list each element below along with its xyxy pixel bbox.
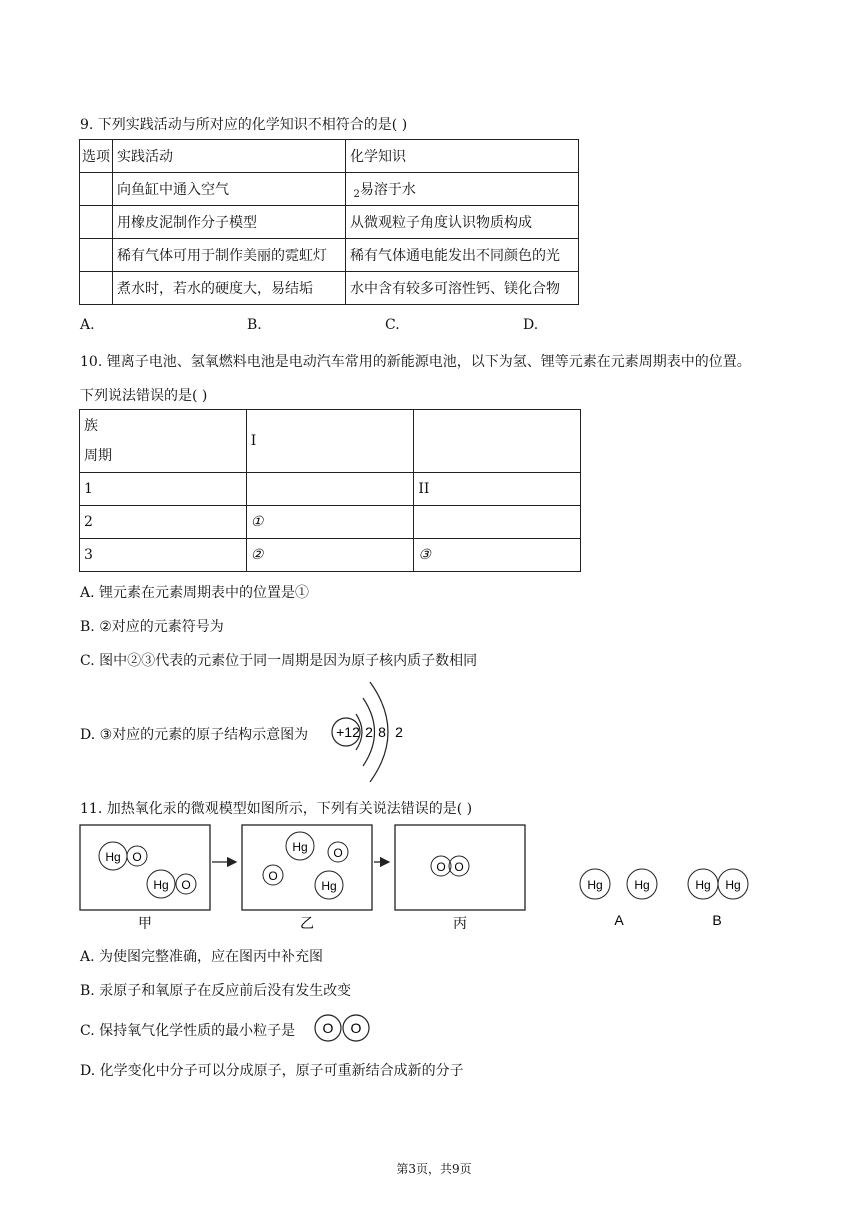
q11-option-b: B. 汞原子和氧原子在反应前后没有发生改变 — [80, 983, 352, 999]
q10-period: 3 — [80, 539, 247, 572]
table-row — [80, 473, 581, 506]
q9-row-activity: 用橡皮泥制作分子模型 — [113, 206, 346, 239]
o-label: O — [436, 860, 446, 874]
q9-row-option — [80, 239, 113, 272]
box-yi — [242, 825, 372, 910]
hg-label: Hg — [105, 850, 121, 864]
hg-label: Hg — [292, 840, 308, 854]
q9-row-knowledge: 稀有气体通电能发出不同颜色的光 — [346, 239, 579, 272]
q10-option-a: A. 锂元素在元素周期表中的位置是① — [80, 585, 310, 601]
q9-header-option: 选项 — [80, 140, 113, 173]
table-row — [80, 206, 579, 239]
q10-option-c: C. 图中②③代表的元素位于同一周期是因为原子核内质子数相同 — [80, 653, 478, 669]
q11-option-a: A. 为使图完整准确，应在图丙中补充图 — [80, 949, 324, 965]
q9-row-activity: 向鱼缸中通入空气 — [113, 173, 346, 206]
table-row — [80, 272, 579, 305]
hg-label: Hg — [725, 878, 741, 892]
q9-row-option — [80, 173, 113, 206]
q10-header-zhouqi: 周期 — [84, 448, 112, 464]
box-jia — [80, 825, 210, 910]
q10-cell: ③ — [414, 539, 581, 572]
q10-period: 1 — [80, 473, 247, 506]
o-label: O — [333, 846, 343, 860]
o-label: O — [181, 878, 191, 892]
table-row — [80, 506, 581, 539]
table-row — [80, 539, 581, 572]
nucleus-charge: +12 — [336, 724, 360, 740]
q9-header-activity: 实践活动 — [113, 140, 346, 173]
q10-stem: 10. 锂离子电池、氢氧燃料电池是电动汽车常用的新能源电池，以下为氢、锂等元素在元素周期表中的位置。 — [80, 354, 751, 370]
q10-cell: ① — [246, 506, 414, 539]
o-label: O — [454, 860, 464, 874]
shell-electrons-1: 2 — [365, 724, 373, 740]
q10-option-d: D. ③对应的元素的原子结构示意图为 — [80, 727, 309, 743]
hg-label: Hg — [634, 878, 650, 892]
table-row — [80, 173, 579, 206]
q9-row-option — [80, 272, 113, 305]
q11-stem: 11. 加热氧化汞的微观模型如图所示，下列有关说法错误的是( ) — [80, 801, 473, 817]
mercury-oxide-model-figure — [70, 818, 770, 933]
q10-periodic-table — [79, 409, 581, 572]
q9-header-row — [80, 140, 579, 173]
hg-label: Hg — [587, 878, 603, 892]
oxygen-molecule-icon — [312, 1012, 374, 1044]
q10-header-zu: 族 — [84, 418, 98, 434]
shell-electrons-3: 2 — [395, 724, 403, 740]
hg-label: Hg — [321, 879, 337, 893]
q9-row-activity: 稀有气体可用于制作美丽的霓虹灯 — [113, 239, 346, 272]
label-a: A — [614, 912, 624, 928]
q9-row-knowledge — [346, 173, 579, 206]
q10-cell: ② — [246, 539, 414, 572]
q10-option-b: B. ②对应的元素符号为 — [80, 619, 224, 635]
q9-row-activity: 煮水时，若水的硬度大，易结垢 — [113, 272, 346, 305]
table-row — [80, 239, 579, 272]
q10-cell: II — [414, 473, 581, 506]
label-b: B — [712, 912, 722, 928]
q9-stem: 9. 下列实践活动与所对应的化学知识不相符合的是( ) — [80, 117, 408, 133]
o-label: O — [132, 850, 142, 864]
label-yi: 乙 — [300, 915, 314, 931]
label-jia: 甲 — [138, 915, 152, 931]
q10-stem-2: 下列说法错误的是( ) — [80, 388, 208, 404]
hg-label: Hg — [695, 878, 711, 892]
hg-label: Hg — [153, 878, 169, 892]
q9-table — [79, 139, 579, 305]
o-label: O — [350, 1020, 362, 1036]
q9-row-knowledge: 从微观粒子角度认识物质构成 — [346, 206, 579, 239]
atom-structure-diagram — [326, 678, 416, 786]
q9-option-a: A. — [80, 317, 95, 333]
q9-option-b: B. — [247, 317, 262, 333]
q9-option-d: D. — [523, 317, 539, 333]
q10-header-row — [80, 410, 581, 473]
q9-row-option — [80, 206, 113, 239]
q10-header-group-i: I — [246, 410, 414, 473]
q9-option-c: C. — [385, 317, 400, 333]
q9-row-knowledge: 水中含有较多可溶性钙、镁化合物 — [346, 272, 579, 305]
label-bing: 丙 — [453, 915, 467, 931]
q9-header-knowledge: 化学知识 — [346, 140, 579, 173]
q10-period: 2 — [80, 506, 247, 539]
subscript: 2 — [353, 188, 360, 200]
q9-row-knowledge-text: 易溶于水 — [359, 181, 416, 198]
shell-electrons-2: 8 — [378, 724, 386, 740]
o-label: O — [268, 869, 278, 883]
q10-cell — [414, 506, 581, 539]
page-footer: 第3页，共9页 — [396, 1162, 472, 1176]
q10-header-empty — [414, 410, 581, 473]
q11-option-d: D. 化学变化中分子可以分成原子，原子可重新结合成新的分子 — [80, 1063, 464, 1079]
o-label: O — [322, 1020, 334, 1036]
q11-option-c: C. 保持氧气化学性质的最小粒子是 — [80, 1023, 296, 1039]
q10-cell — [246, 473, 414, 506]
q10-header-corner — [80, 410, 247, 473]
